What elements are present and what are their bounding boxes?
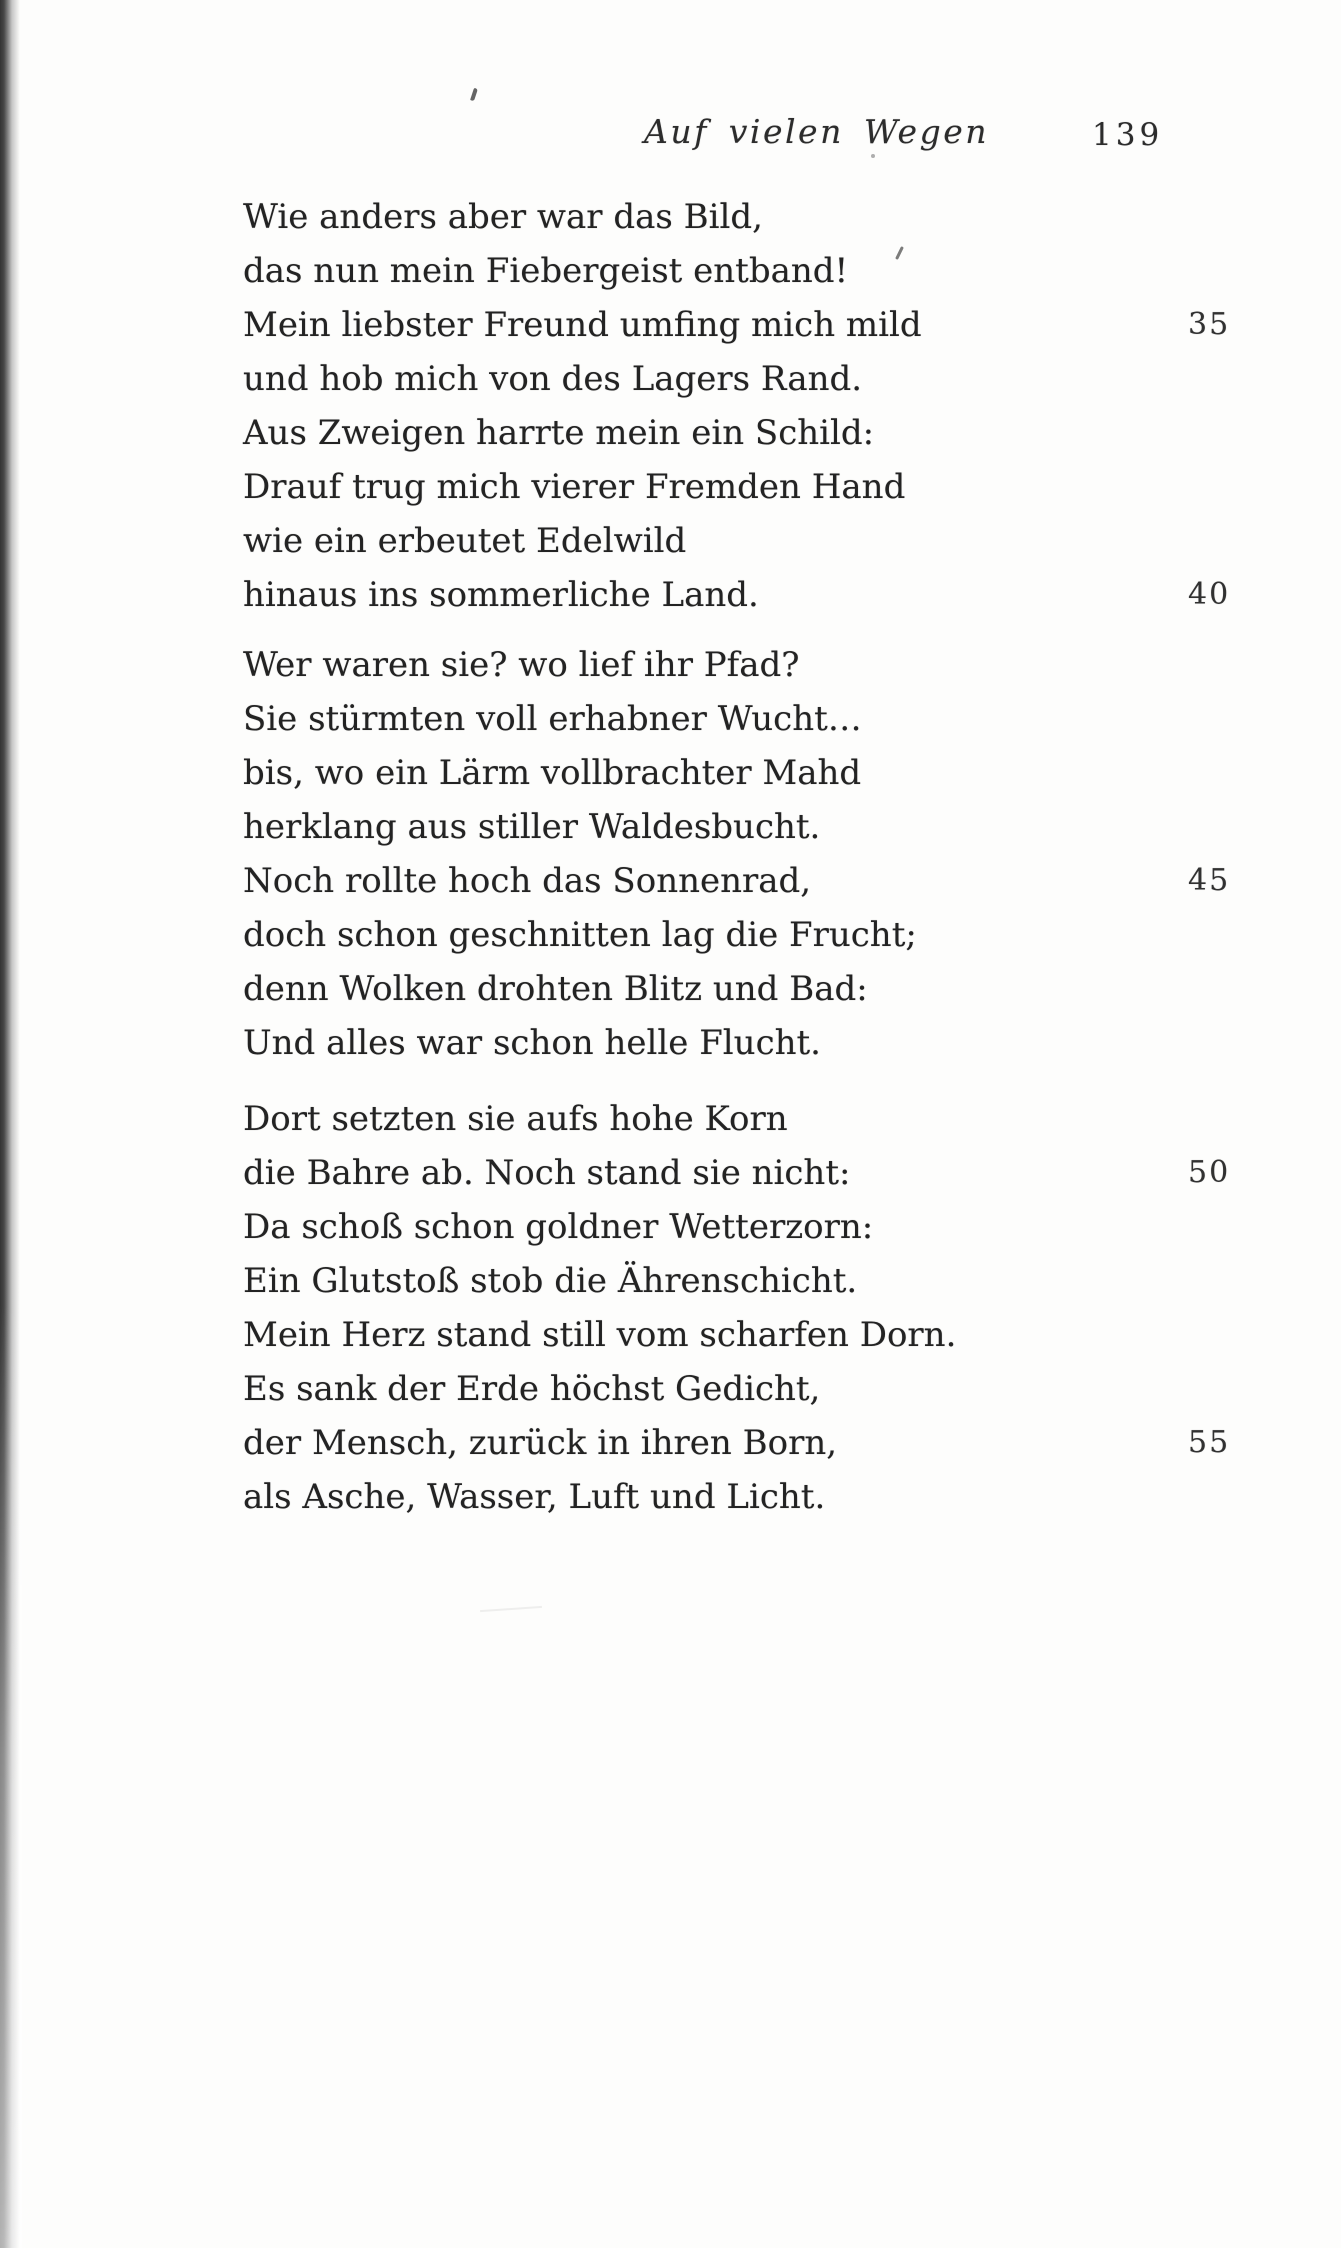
poem-line [243,908,956,962]
poem-line-text: Und alles war schon helle Flucht. [243,1023,821,1063]
poem-line-text: Aus Zweigen harrte mein ein Schild: [243,413,875,453]
poem-line-text: Ein Glutstoß stob die Ährenschicht. [243,1261,858,1301]
poem-line [243,1308,956,1362]
poem-line-text: Wer waren sie? wo lief ihr Pfad? [243,645,800,685]
stanza-3 [243,1092,1231,1524]
poem-line-text: Sie stürmten voll erhabner Wucht… [243,699,862,739]
poem-line [243,190,956,244]
poem-line [243,1416,1231,1470]
poem-line [243,854,1231,908]
stanza-1 [243,190,1231,622]
poem [243,190,1231,1524]
poem-line [243,1254,956,1308]
poem-line [243,692,956,746]
scan-binding-shadow [0,0,22,2248]
poem-line-text: die Bahre ab. Noch stand sie nicht: [243,1153,851,1193]
poem-line [243,514,956,568]
poem-line [243,298,1231,352]
poem-line [243,1362,956,1416]
stanza-2 [243,638,1231,1070]
scan-speck [480,1606,542,1612]
poem-line-text: Mein liebster Freund umfing mich mild [243,305,922,345]
poem-line [243,460,956,514]
poem-line-text: Noch rollte hoch das Sonnenrad, [243,861,812,901]
line-number: 45 [1188,863,1231,898]
poem-line-text: bis, wo ein Lärm vollbrachter Mahd [243,753,862,793]
line-number: 40 [1188,577,1231,612]
poem-line-text: Mein Herz stand still vom scharfen Dorn. [243,1315,957,1355]
scan-speck [871,154,875,158]
line-number: 55 [1188,1425,1231,1460]
poem-line [243,638,956,692]
poem-line [243,244,956,298]
poem-line-text: wie ein erbeutet Edelwild [243,521,687,561]
poem-line [243,1146,1231,1200]
poem-line-text: Drauf trug mich vierer Fremden Hand [243,467,906,507]
poem-line-text: Dort setzten sie aufs hohe Korn [243,1099,788,1139]
poem-line [243,962,956,1016]
poem-line [243,800,956,854]
poem-line-text: herklang aus stiller Waldesbucht. [243,807,821,847]
line-number: 35 [1188,307,1231,342]
poem-line [243,406,956,460]
poem-line [243,1200,956,1254]
poem-line [243,1092,956,1146]
poem-line-text: als Asche, Wasser, Luft und Licht. [243,1477,826,1517]
poem-line-text: Wie anders aber war das Bild, [243,197,763,237]
scan-speck [470,88,478,102]
poem-line [243,568,1231,622]
poem-line [243,746,956,800]
running-header-title: Auf vielen Wegen [643,112,989,151]
poem-line-text: Es sank der Erde höchst Gedicht, [243,1369,821,1409]
poem-line-text: das nun mein Fiebergeist entband! [243,251,849,291]
line-number: 50 [1188,1155,1231,1190]
poem-line-text: hinaus ins sommerliche Land. [243,575,759,615]
poem-line-text: doch schon geschnitten lag die Frucht; [243,915,917,955]
poem-line-text: der Mensch, zurück in ihren Born, [243,1423,838,1463]
poem-line [243,1470,956,1524]
poem-line-text: Da schoß schon goldner Wetterzorn: [243,1207,874,1247]
poem-line [243,1016,956,1070]
poem-line-text: denn Wolken drohten Blitz und Bad: [243,969,868,1009]
poem-line-text: und hob mich von des Lagers Rand. [243,359,863,399]
page-number: 139 [1092,117,1164,153]
poem-line [243,352,956,406]
